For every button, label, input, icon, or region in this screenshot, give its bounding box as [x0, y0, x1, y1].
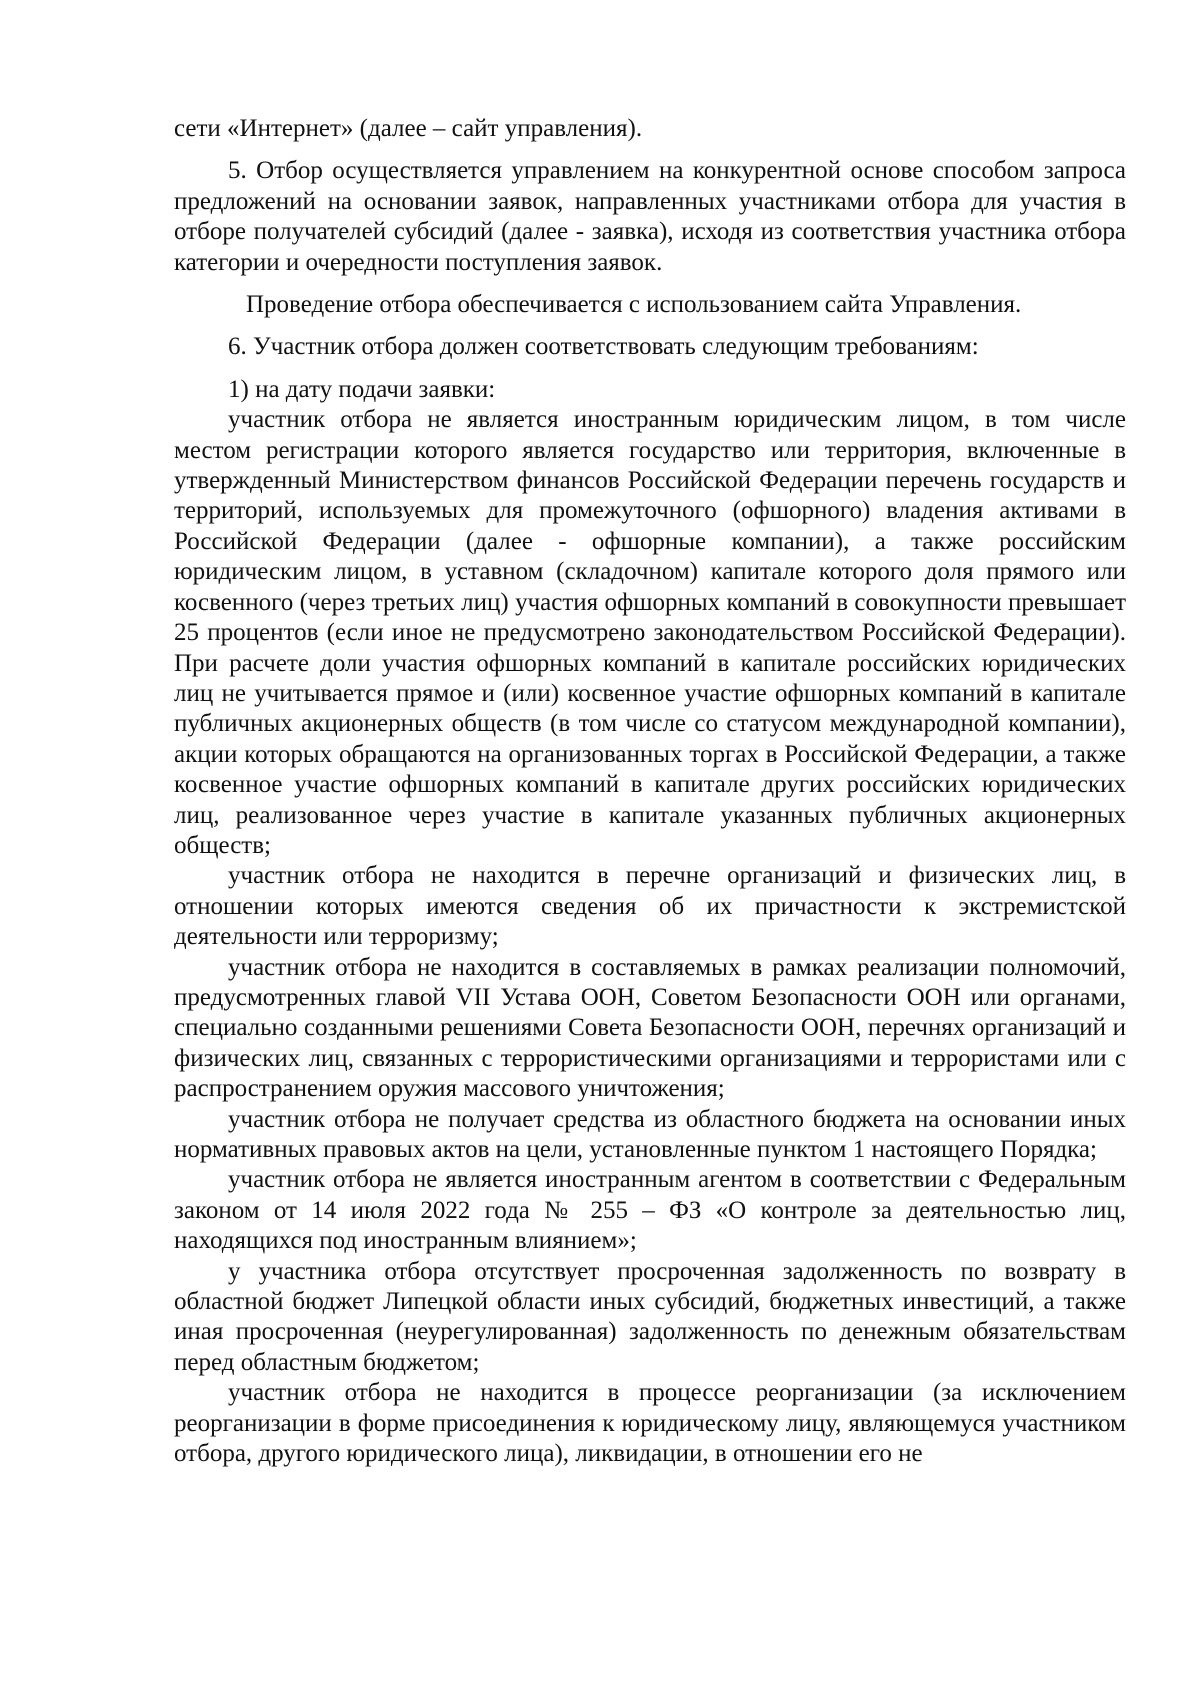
paragraph-reorganization-requirement: участник отбора не находится в процессе реорганизации (за исключением реорганизации в форме присоединения к юридическому лицу, являющемуся участником отбора, другого юридического лица), ликвидации, в отношении его не: [174, 1379, 1126, 1468]
paragraph-selection-site: Проведение отбора обеспечивается с использованием сайта Управления.: [246, 291, 1022, 319]
paragraph-offshore-requirement: участник отбора не является иностранным юридическим лицом, в том числе местом регистрации которого является государство или территория, включенные в утвержденный Министерством финансов Российской Федерации перечень государств и территорий, используемых для промежуточного (офшорного) владения активами в Российской Федерации (далее - офшорные компании), а также российским юридическим лицом, в уставном (складочном) капитале которого доля прямого или косвенного (через третьих лиц) участия офшорных компаний в совокупности превышает 25 процентов (если иное не предусмотрено законодательством Российской Федерации). При расчете доли участия офшорных компаний в капитале российских юридических лиц не учитывается прямое и (или) косвенное участие офшорных компаний в капитале публичных акционерных обществ (в том числе со статусом международной компании), акции которых обращаются на организованных торгах в Российской Федерации, а также косвенное участие офшорных компаний в капитале других российских юридических лиц, реализованное через участие в капитале указанных публичных акционерных обществ;: [174, 406, 1126, 859]
paragraph-subitem-1: 1) на дату подачи заявки:: [228, 375, 496, 403]
paragraph-un-lists-requirement: участник отбора не находится в составляемых в рамках реализации полномочий, предусмотренных главой VII Устава ООН, Советом Безопасности ООН или органами, специально созданными решениями Совета Безопасности ООН, перечнях организаций и физических лиц, связанных с террористическими организациями и террористами или с распространением оружия массового уничтожения;: [174, 953, 1126, 1103]
paragraph-site-definition: сети «Интернет» (далее – сайт управления).: [174, 115, 643, 142]
paragraph-item-5: 5. Отбор осуществляется управлением на конкурентной основе способом запроса предложений на основании заявок, направленных участниками отбора для участия в отборе получателей субсидий (далее - заявка), исходя из соответствия участника отбора категории и очередности поступления заявок.: [174, 157, 1126, 276]
paragraph-item-6: 6. Участник отбора должен соответствовать следующим требованиям:: [228, 333, 979, 361]
document-body: [174, 114, 1126, 1469]
paragraph-extremism-requirement: участник отбора не находится в перечне организаций и физических лиц, в отношении которых имеются сведения об их причастности к экстремистской деятельности или терроризму;: [174, 862, 1126, 951]
paragraph-budget-funds-requirement: участник отбора не получает средства из областного бюджета на основании иных нормативных правовых актов на цели, установленные пунктом 1 настоящего Порядка;: [174, 1105, 1126, 1163]
paragraph-debt-requirement: у участника отбора отсутствует просроченная задолженность по возврату в областной бюджет Липецкой области иных субсидий, бюджетных инвестиций, а также иная просроченная (неурегулированная) задолженность по денежным обязательствам перед областным бюджетом;: [174, 1257, 1126, 1376]
paragraph-foreign-agent-requirement: участник отбора не является иностранным агентом в соответствии с Федеральным законом от 14 июля 2022 года № 255 – ФЗ «О контроле за деятельностью лиц, находящихся под иностранным влиянием»;: [174, 1166, 1126, 1255]
